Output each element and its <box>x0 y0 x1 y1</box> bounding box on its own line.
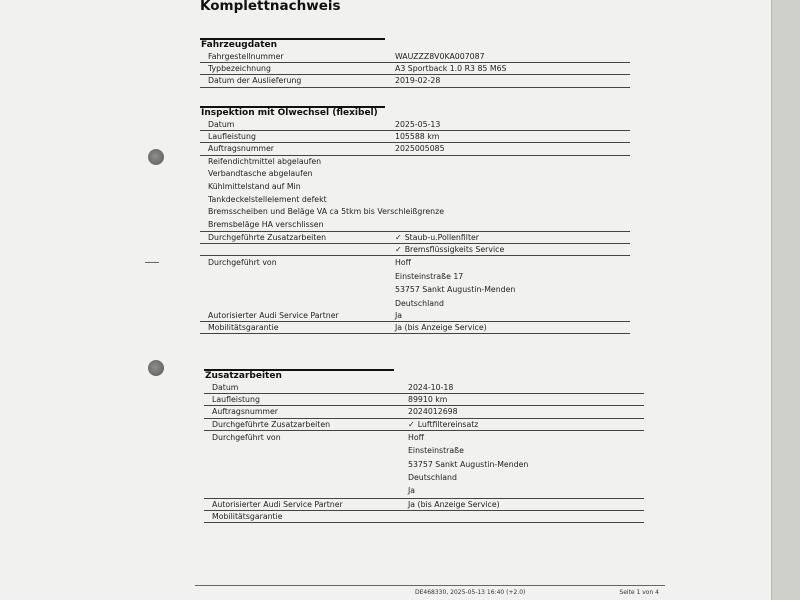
inspection-section <box>200 106 630 334</box>
row-value: 2019-02-28 <box>395 76 441 86</box>
page-number: Seite 1 von 4 <box>619 589 659 596</box>
check-item: ✓ Staub-u.Pollenfilter <box>395 232 479 243</box>
row-value: 2025005085 <box>395 144 445 154</box>
table-row <box>204 419 644 431</box>
address-row <box>200 270 630 284</box>
address-row <box>204 444 644 458</box>
row-label: Laufleistung <box>212 395 260 405</box>
table-row <box>200 63 630 75</box>
row-label: Mobilitätsgarantie <box>212 511 283 521</box>
table-row <box>204 406 644 418</box>
punch-hole <box>148 149 164 165</box>
row-label: Laufleistung <box>208 132 256 142</box>
table-row <box>200 75 630 87</box>
row-value: A3 Sportback 1.0 R3 85 M6S <box>395 64 507 74</box>
row-label: Autorisierter Audi Service Partner <box>208 311 339 321</box>
row-value: 89910 km <box>408 395 448 405</box>
document-title: Komplettnachweis <box>200 0 341 14</box>
table-row <box>200 119 630 131</box>
table-row <box>204 511 644 523</box>
inspection-note: Verbandtasche abgelaufen <box>208 169 313 179</box>
inspection-note: Bremsscheiben und Beläge VA ca 5tkm bis Verschleißgrenze <box>208 207 445 217</box>
table-row <box>204 394 644 406</box>
row-label: Durchgeführte Zusatzarbeiten <box>212 419 331 429</box>
row-label: Fahrgestellnummer <box>208 52 284 61</box>
section-heading: Inspektion mit Ölwechsel (flexibel) <box>200 106 385 119</box>
performed-by-row <box>204 431 644 445</box>
row-label: Auftragsnummer <box>212 407 279 417</box>
row-value: WAUZZZ8V0KA007087 <box>395 52 485 61</box>
row-value: 2025-05-13 <box>395 120 441 129</box>
row-value: 105588 km <box>395 132 440 142</box>
table-row <box>204 499 644 511</box>
inspection-note: Reifendichtmittel abgelaufen <box>208 156 322 166</box>
performed-by-row <box>200 256 630 270</box>
row-label: Mobilitätsgarantie <box>208 323 279 333</box>
table-row <box>200 310 630 322</box>
section-heading: Fahrzeugdaten <box>200 38 385 51</box>
row-label: Auftragsnummer <box>208 144 275 154</box>
row-label: Datum der Auslieferung <box>208 76 302 86</box>
address-line: 53757 Sankt Augustin-Menden <box>395 285 516 295</box>
row-value: Ja (bis Anzeige Service) <box>408 499 500 509</box>
address-line: Einsteinstraße 17 <box>395 271 464 281</box>
inspection-note: Kühlmittelstand auf Min <box>208 181 301 191</box>
row-label: Datum <box>208 120 235 129</box>
table-row <box>200 51 630 63</box>
fold-mark <box>145 262 159 263</box>
footer-timestamp: DE468330, 2025-05-13 16:40 (+2.0) <box>415 589 526 596</box>
address-line: Einsteinstraße <box>408 446 464 456</box>
table-row <box>200 232 630 244</box>
address-row <box>200 283 630 297</box>
address-line: Deutschland <box>408 473 457 483</box>
row-value: 2024012698 <box>408 407 458 417</box>
row-label: Autorisierter Audi Service Partner <box>212 499 343 509</box>
row-label: Datum <box>212 383 239 392</box>
table-row <box>200 244 630 256</box>
extra-work-section <box>204 369 644 523</box>
vehicle-section <box>200 38 630 88</box>
row-value: Ja <box>395 311 403 321</box>
page-footer <box>195 585 665 600</box>
table-row <box>204 382 644 394</box>
punch-hole <box>148 360 164 376</box>
table-row <box>200 131 630 143</box>
address-row <box>204 471 644 485</box>
check-item: ✓ Luftfiltereinsatz <box>408 419 478 430</box>
address-line: Hoff <box>395 258 412 268</box>
address-row <box>204 458 644 472</box>
row-value: Ja <box>408 485 416 495</box>
address-row <box>200 297 630 311</box>
row-label: Durchgeführt von <box>212 432 281 442</box>
table-row <box>204 485 644 499</box>
row-label: Typbezeichnung <box>208 64 271 74</box>
address-line: Deutschland <box>395 298 444 308</box>
check-item: ✓ Bremsflüssigkeits Service <box>395 244 504 255</box>
row-label: Durchgeführt von <box>208 258 277 268</box>
row-value: Ja (bis Anzeige Service) <box>395 323 487 333</box>
table-row <box>200 322 630 334</box>
address-line: Hoff <box>408 432 425 442</box>
row-label: Durchgeführte Zusatzarbeiten <box>208 232 327 242</box>
table-row <box>200 143 630 155</box>
address-line: 53757 Sankt Augustin-Menden <box>408 459 529 469</box>
row-value: 2024-10-18 <box>408 383 454 392</box>
inspection-note: Tankdeckelstellelement defekt <box>208 194 327 204</box>
section-heading: Zusatzarbeiten <box>204 369 394 382</box>
inspection-note: Bremsbeläge HA verschlissen <box>200 219 630 232</box>
